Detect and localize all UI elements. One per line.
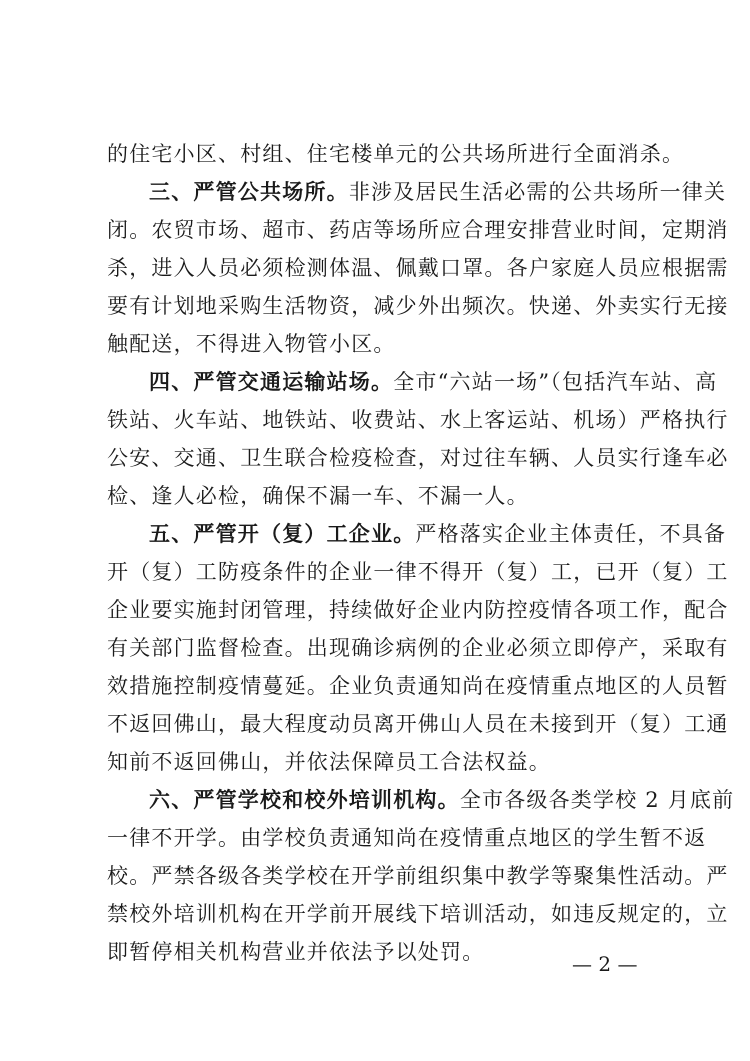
line-text: 严格落实企业主体责任，不具备 xyxy=(415,522,727,546)
body-line xyxy=(107,560,729,584)
line-text: 知前不返回佛山，并依法保障员工合法权益。 xyxy=(107,750,551,774)
body-line xyxy=(107,408,729,432)
page-number: — 2 — xyxy=(572,952,638,976)
line-text: 全市各级各类学校 2 月底前 xyxy=(459,788,735,812)
section-heading: 五、严管开（复）工企业。 xyxy=(149,522,416,546)
line-text: 检、逢人必检，确保不漏一车、不漏一人。 xyxy=(107,484,529,508)
body-line xyxy=(107,712,729,736)
body-line xyxy=(107,864,729,888)
body-line xyxy=(107,750,647,774)
line-text: 效措施控制疫情蔓延。企业负责通知尚在疫情重点地区的人员暂 xyxy=(107,674,729,698)
line-text: 禁校外培训机构在开学前开展线下培训活动，如违反规定的，立 xyxy=(107,902,729,926)
line-text: 闭。农贸市场、超市、药店等场所应合理安排营业时间，定期消 xyxy=(107,218,729,242)
line-text: 不返回佛山，最大程度动员离开佛山人员在未接到开（复）工通 xyxy=(107,712,729,736)
line-text: 有关部门监督检查。出现确诊病例的企业必须立即停产，采取有 xyxy=(107,636,729,660)
body-line xyxy=(107,902,729,926)
line-text: 一律不开学。由学校负责通知尚在疫情重点地区的学生暂不返 xyxy=(107,826,707,850)
line-text: 校。严禁各级各类学校在开学前组织集中教学等聚集性活动。严 xyxy=(107,864,729,888)
line-text: 要有计划地采购生活物资，减少外出频次。快递、外卖实行无接 xyxy=(107,294,729,318)
line-text: 触配送，不得进入物管小区。 xyxy=(107,332,396,356)
section-heading: 三、严管公共场所。 xyxy=(149,180,349,204)
paragraph-heading-line xyxy=(149,370,718,394)
body-line xyxy=(107,826,707,850)
body-line xyxy=(107,484,647,508)
line-text: 的住宅小区、村组、住宅楼单元的公共场所进行全面消杀。 xyxy=(107,142,685,166)
paragraph-heading-line xyxy=(149,522,727,546)
line-text: 开（复）工防疫条件的企业一律不得开（复）工，已开（复）工 xyxy=(107,560,729,584)
paragraph-heading-line xyxy=(149,788,735,812)
line-text: 即暂停相关机构营业并依法予以处罚。 xyxy=(107,940,485,964)
line-text: 杀，进入人员必须检测体温、佩戴口罩。各户家庭人员应根据需 xyxy=(107,256,729,280)
body-line xyxy=(107,218,729,242)
body-line xyxy=(107,598,729,622)
body-line xyxy=(107,256,729,280)
body-line xyxy=(107,332,647,356)
line-text: 公安、交通、卫生联合检疫检查，对过往车辆、人员实行逢车必 xyxy=(107,446,729,470)
body-line xyxy=(107,142,685,166)
line-text: 非涉及居民生活必需的公共场所一律关 xyxy=(348,180,727,204)
line-text: 铁站、火车站、地铁站、收费站、水上客运站、机场）严格执行 xyxy=(107,408,729,432)
line-text: 企业要实施封闭管理，持续做好企业内防控疫情各项工作，配合 xyxy=(107,598,729,622)
paragraph-heading-line xyxy=(149,180,727,204)
section-heading: 六、严管学校和校外培训机构。 xyxy=(149,788,460,812)
body-line xyxy=(107,674,729,698)
line-text: 全市“六站一场”（包括汽车站、高 xyxy=(393,370,718,394)
body-line xyxy=(107,446,729,470)
body-line xyxy=(107,636,729,660)
body-line xyxy=(107,940,647,964)
body-line xyxy=(107,294,729,318)
section-heading: 四、严管交通运输站场。 xyxy=(149,370,394,394)
